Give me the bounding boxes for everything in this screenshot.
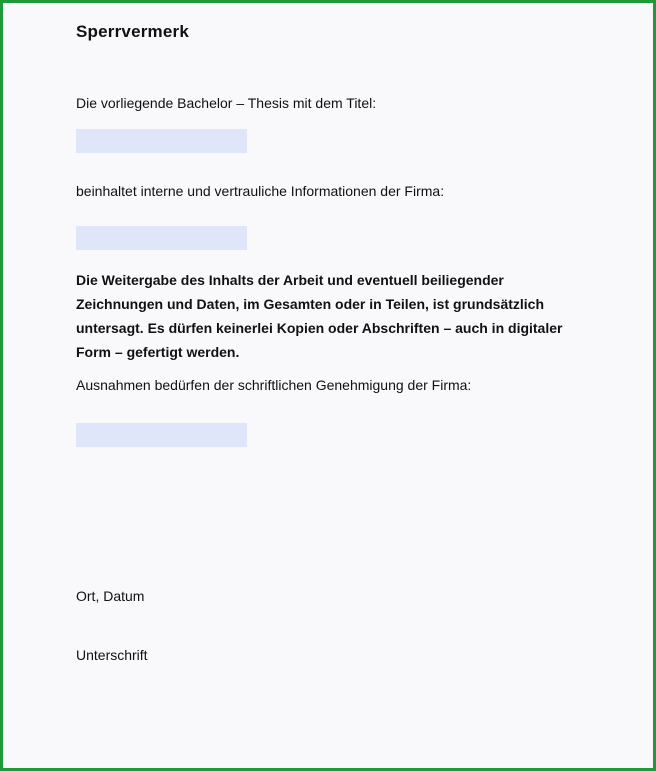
thesis-intro-text: Die vorliegende Bachelor – Thesis mit dem Titel: <box>76 95 377 111</box>
notice-line: Zeichnungen und Daten, im Gesamten oder in Teilen, ist grundsätzlich <box>76 296 545 312</box>
notice-line: untersagt. Es dürfen keinerlei Kopien oder Abschriften – auch in digitaler <box>76 320 563 336</box>
notice-line: Die Weitergabe des Inhalts der Arbeit und eventuell beiliegender <box>76 272 504 288</box>
approval-field[interactable] <box>76 423 247 447</box>
company-name-field[interactable] <box>76 226 247 250</box>
company-info-text: beinhaltet interne und vertrauliche Informationen der Firma: <box>76 183 445 199</box>
confidentiality-notice <box>76 268 576 364</box>
document-title: Sperrvermerk <box>76 22 189 41</box>
exceptions-text: Ausnahmen bedürfen der schriftlichen Genehmigung der Firma: <box>76 377 472 393</box>
signature-label: Unterschrift <box>76 647 148 663</box>
notice-line: Form – gefertigt werden. <box>76 344 240 360</box>
thesis-title-field[interactable] <box>76 129 247 153</box>
place-date-label: Ort, Datum <box>76 588 145 604</box>
